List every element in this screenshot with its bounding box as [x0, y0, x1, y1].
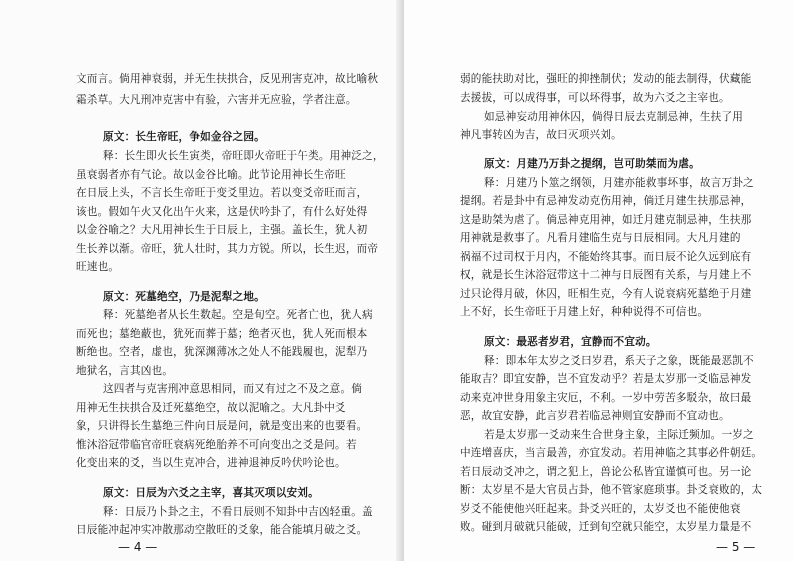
- text-line: 动来克冲世身用象主灾厄，不利。一岁中劳苦多駁杂，故曰最: [460, 392, 752, 404]
- text-line: 上不好，长生帝旺于月建上好，种种说得不可信也。: [460, 306, 709, 318]
- text-line: 用神无生扶拱合及迁死墓绝空，故以泥喻之。大凡卦中爻: [76, 402, 346, 414]
- text-line: 在日辰上头，不言长生帝旺于变爻里边。若以变爻帝旺而言，: [76, 187, 368, 199]
- text-line: 象，只讲得长生墓绝三件向日辰是问，就是变出来的也要看。: [76, 420, 368, 432]
- text-line: 惟沐浴冠带临官帝旺衰病死绝胎养不可向变出之爻是问。若: [76, 439, 357, 451]
- text-line: 弱的能扶助对比，强旺的抑挫制伏；发动的能去制得，伏藏能: [460, 73, 752, 85]
- text-line: 用神就是救事了。凡看月建临生克与日辰相同。大凡月建的: [460, 232, 741, 244]
- text-line: 释：月建乃卜筮之纲领，月建亦能救事坏事，故言万卦之: [484, 177, 754, 189]
- text-line: 旺速也。: [76, 261, 120, 273]
- text-line: 地狱名，言其凶也。: [76, 365, 174, 377]
- page-number: — 5 —: [716, 540, 756, 554]
- text-line: 提纲。若是卦中有忌神发动克伤用神，倘迁月建生扶那忌神，: [460, 195, 752, 207]
- text-line: 断绝也。空者，虚也，犹深渊薄冰之处人不能践履也，泥犁乃: [76, 346, 368, 358]
- text-line: 神凡事转凶为吉，故曰灭项兴刘。: [460, 129, 622, 141]
- text-line: 该也。假如午火又化出午火来，这是伏吟卦了，有什么好处得: [76, 206, 368, 218]
- text-line: 能取吉？即宜安静，岂不宜发动乎？若是太岁那一爻临忌神发: [460, 373, 752, 385]
- text-line: 日辰能冲起冲实冲散那动空散旺的爻象，能合能填月破之爻。: [76, 524, 368, 536]
- text-line: 生长养以渐。帝旺，犹人壮时，其力方锐。所以，长生迟，而帝: [76, 243, 379, 255]
- text-line: 文而言。倘用神衰弱，并无生扶拱合，反见刑害克冲，故比喻秋: [76, 73, 379, 85]
- text-line: 释：死墓绝者从长生数起。空是旬空。死者亡也，犹人病: [103, 309, 373, 321]
- text-line: 去援拔，可以成得事，可以坏得事，故为六爻之主宰也。: [460, 92, 730, 104]
- text-line: 霜杀草。大凡刑冲克害中有验，六害并无应验，学者注意。: [76, 94, 357, 106]
- text-line: 释：长生即火长生寅类，帝旺即火帝旺于午类。用神泛之，: [103, 150, 384, 162]
- text-line: 岁爻不能使他兴旺起来。卦爻兴旺的，太岁爻也不能使他衰: [460, 503, 741, 515]
- right-page: [404, 0, 793, 561]
- text-line: 这四者与克害刑冲意思相同，而又有过之不及之意。倘: [103, 383, 363, 395]
- section-heading: 原文：最恶者岁君，宜静而不宜动。: [484, 336, 657, 348]
- text-line: 过只论得月破，休囚，旺相生克，今有人说衰病死墓绝于月建: [460, 288, 752, 300]
- text-line: 以金谷喻之？大凡用神长生于日辰上，主强。盖长生，犹人初: [76, 224, 368, 236]
- section-heading: 原文：长生帝旺，争如金谷之园。: [103, 131, 265, 143]
- text-line: 而死也；墓绝蔽也，犹死而葬于墓；绝者灭也，犹人死而根本: [76, 328, 368, 340]
- text-line: 这是助桀为虐了。倘忌神克用神，如迁月建克制忌神，生扶那: [460, 214, 752, 226]
- text-line: 若是太岁那一爻动来生合世身主象，主际迁频加。一岁之: [484, 429, 754, 441]
- page-number: — 4 —: [118, 540, 158, 554]
- text-line: 祸福不过司权于月内，不能始终其事。而日辰不论久远到底有: [460, 251, 752, 263]
- section-heading: 原文：日辰为六爻之主宰，喜其灭项以安刘。: [103, 487, 319, 499]
- text-line: 释：日辰乃卜卦之主，不看日辰则不知卦中吉凶轻重。盖: [103, 506, 373, 518]
- text-line: 若日辰动爻冲之，谓之犯上，兽论公私皆宜谨慎可也。另一论: [460, 466, 752, 478]
- text-line: 中连增喜庆，当言最善，亦宜发动。若用神临之其事必件朝廷。: [460, 447, 763, 459]
- text-line: 败。碰到月破就只能破，迁到旬空就只能空，太岁星力量是不: [460, 521, 752, 533]
- section-heading: 原文：月建乃万卦之提纲，岂可助桀而为虐。: [484, 158, 700, 170]
- text-line: 如忌神妄动用神休囚，倘得日辰去克制忌神，生扶了用: [484, 111, 744, 123]
- text-line: 断：太岁星不是大官员占卦，他不管家庭琐事。卦爻衰败的，太: [460, 484, 763, 496]
- section-heading: 原文：死墓绝空，乃是泥犁之地。: [103, 291, 265, 303]
- text-line: 化变出来的爻，当以生克冲合，进神退神反吟伏吟论也。: [76, 457, 346, 469]
- text-line: 虽衰弱者亦有气论。故以金谷比喻。此节论用神长生帝旺: [76, 169, 346, 181]
- text-line: 释：即本年太岁之爻曰岁君，系天子之象，既能最恶凯不: [484, 355, 754, 367]
- text-line: 权，就是长生沐浴冠带这十二神与日辰图有关系，与月建上不: [460, 269, 752, 281]
- text-line: 恶，故宜安静，此言岁君若临忌神则宜安静而不宜动也。: [460, 410, 730, 422]
